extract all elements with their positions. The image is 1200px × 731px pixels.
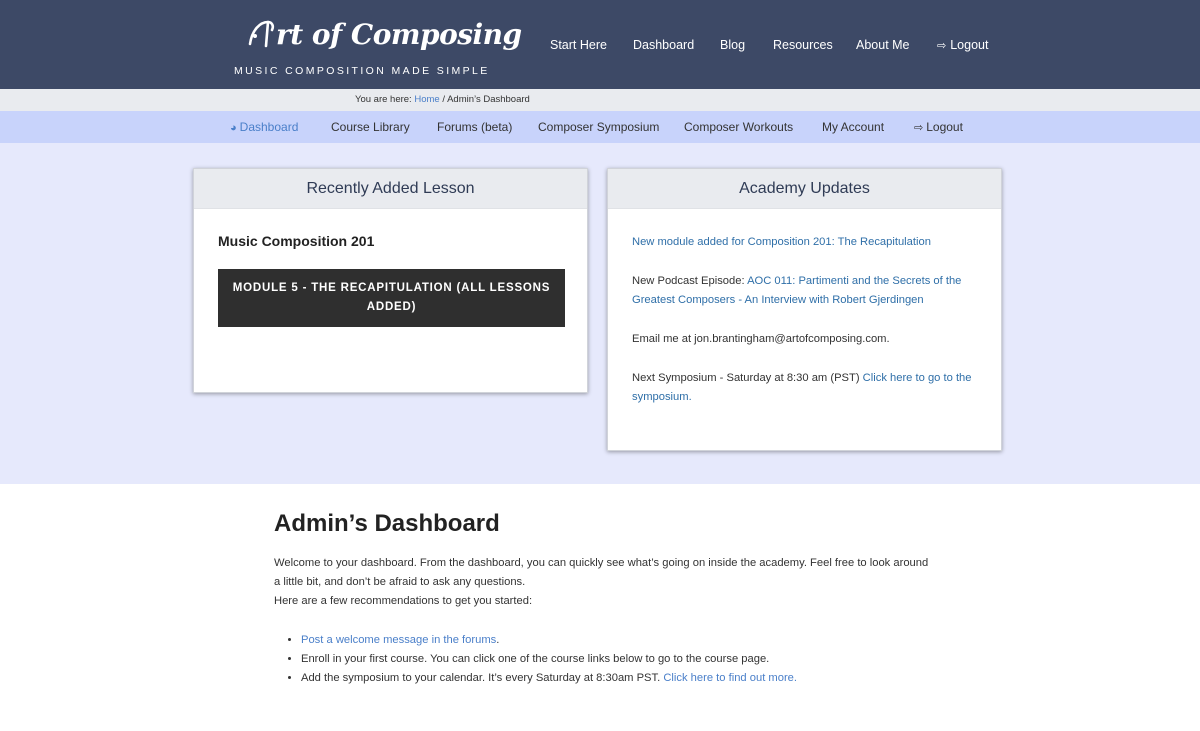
nav-dashboard[interactable]: Dashboard [633, 38, 695, 52]
subnav-composer-symposium[interactable]: Composer Symposium [538, 120, 660, 134]
nav-resources[interactable]: Resources [773, 38, 833, 52]
subnav-course-library[interactable]: Course Library [331, 120, 410, 134]
breadcrumb-home-link[interactable]: Home [414, 94, 440, 105]
logout-icon: ⇨ [914, 122, 924, 134]
list-item [301, 669, 934, 688]
recommendations-list [301, 631, 934, 688]
page-title: Admin’s Dashboard [274, 510, 500, 537]
list-item [301, 631, 934, 650]
update-new-module-link[interactable]: New module added for Composition 201: The Recapitulation [632, 236, 931, 248]
subnav-my-account[interactable]: My Account [822, 120, 885, 134]
breadcrumb-bar [0, 89, 1200, 111]
subnav-dashboard-label: Dashboard [239, 120, 299, 134]
academy-updates-card [607, 168, 1002, 451]
subnav-logout[interactable] [914, 120, 963, 134]
rec3-text: Add the symposium to your calendar. It’s every Saturday at 8:30am PST. [301, 672, 664, 684]
logo-tagline: MUSIC COMPOSITION MADE SIMPLE [234, 65, 490, 77]
module-5-button[interactable]: MODULE 5 - THE RECAPITULATION (ALL LESSONS ADDED) [218, 269, 565, 327]
update-item [632, 369, 977, 407]
nav-logout[interactable] [937, 38, 988, 52]
logout-icon: ⇨ [937, 40, 947, 52]
forums-welcome-link[interactable]: Post a welcome message in the forums [301, 634, 497, 646]
update-podcast-link[interactable]: AOC 011: Partimenti and the Secrets of the Greatest Composers - An Interview with Robert Gjerdingen [632, 275, 962, 306]
subnav-dashboard[interactable] [230, 120, 298, 134]
update-symposium-link[interactable]: Click here to go to the symposium. [632, 372, 972, 403]
site-header [0, 0, 1200, 89]
recent-lesson-heading: Recently Added Lesson [194, 169, 587, 209]
nav-logout-label: Logout [950, 38, 989, 52]
update-item [632, 272, 977, 310]
subnav-forums[interactable]: Forums (beta) [437, 120, 513, 134]
intro-paragraph: Welcome to your dashboard. From the dashboard, you can quickly see what’s going on inside the academy. Feel free to look around a little bit, and don’t be afraid to ask any questions. [274, 557, 929, 588]
update-symposium-text: Next Symposium - Saturday at 8:30 am (PST) [632, 372, 863, 384]
recent-lesson-course: Music Composition 201 [218, 233, 375, 249]
breadcrumb [355, 94, 530, 105]
nav-start-here[interactable]: Start Here [550, 38, 607, 52]
logo-title-text: rt of Composing [276, 18, 522, 51]
intro-recommendations: Here are a few recommendations to get you started: [274, 595, 533, 607]
academy-updates-body [608, 209, 1001, 451]
dashboard-area [0, 143, 1200, 484]
update-item [632, 233, 977, 252]
list-item: • Enroll in your first course. You can click one of the course links below to go to the course page. [301, 650, 934, 669]
dashboard-gauge-icon: ◕ [230, 122, 237, 134]
update-podcast-text: New Podcast Episode: [632, 275, 748, 287]
symposium-info-link[interactable]: Click here to find out more. [663, 672, 798, 684]
breadcrumb-separator: / [439, 94, 448, 105]
main-nav [0, 38, 1200, 56]
breadcrumb-prefix: You are here: [355, 94, 415, 105]
rec1-tail: . [496, 634, 500, 646]
subnav-composer-workouts[interactable]: Composer Workouts [684, 120, 794, 134]
breadcrumb-current: Admin’s Dashboard [447, 94, 530, 105]
update-item: Email me at jon.brantingham@artofcomposing.com. [632, 333, 890, 345]
nav-blog[interactable]: Blog [720, 38, 746, 52]
subnav-logout-label: Logout [926, 120, 963, 134]
recent-lesson-card [193, 168, 588, 393]
nav-about-me[interactable]: About Me [856, 38, 910, 52]
academy-updates-heading: Academy Updates [608, 169, 1001, 209]
academy-subnav [0, 111, 1200, 143]
main-content [274, 510, 934, 688]
